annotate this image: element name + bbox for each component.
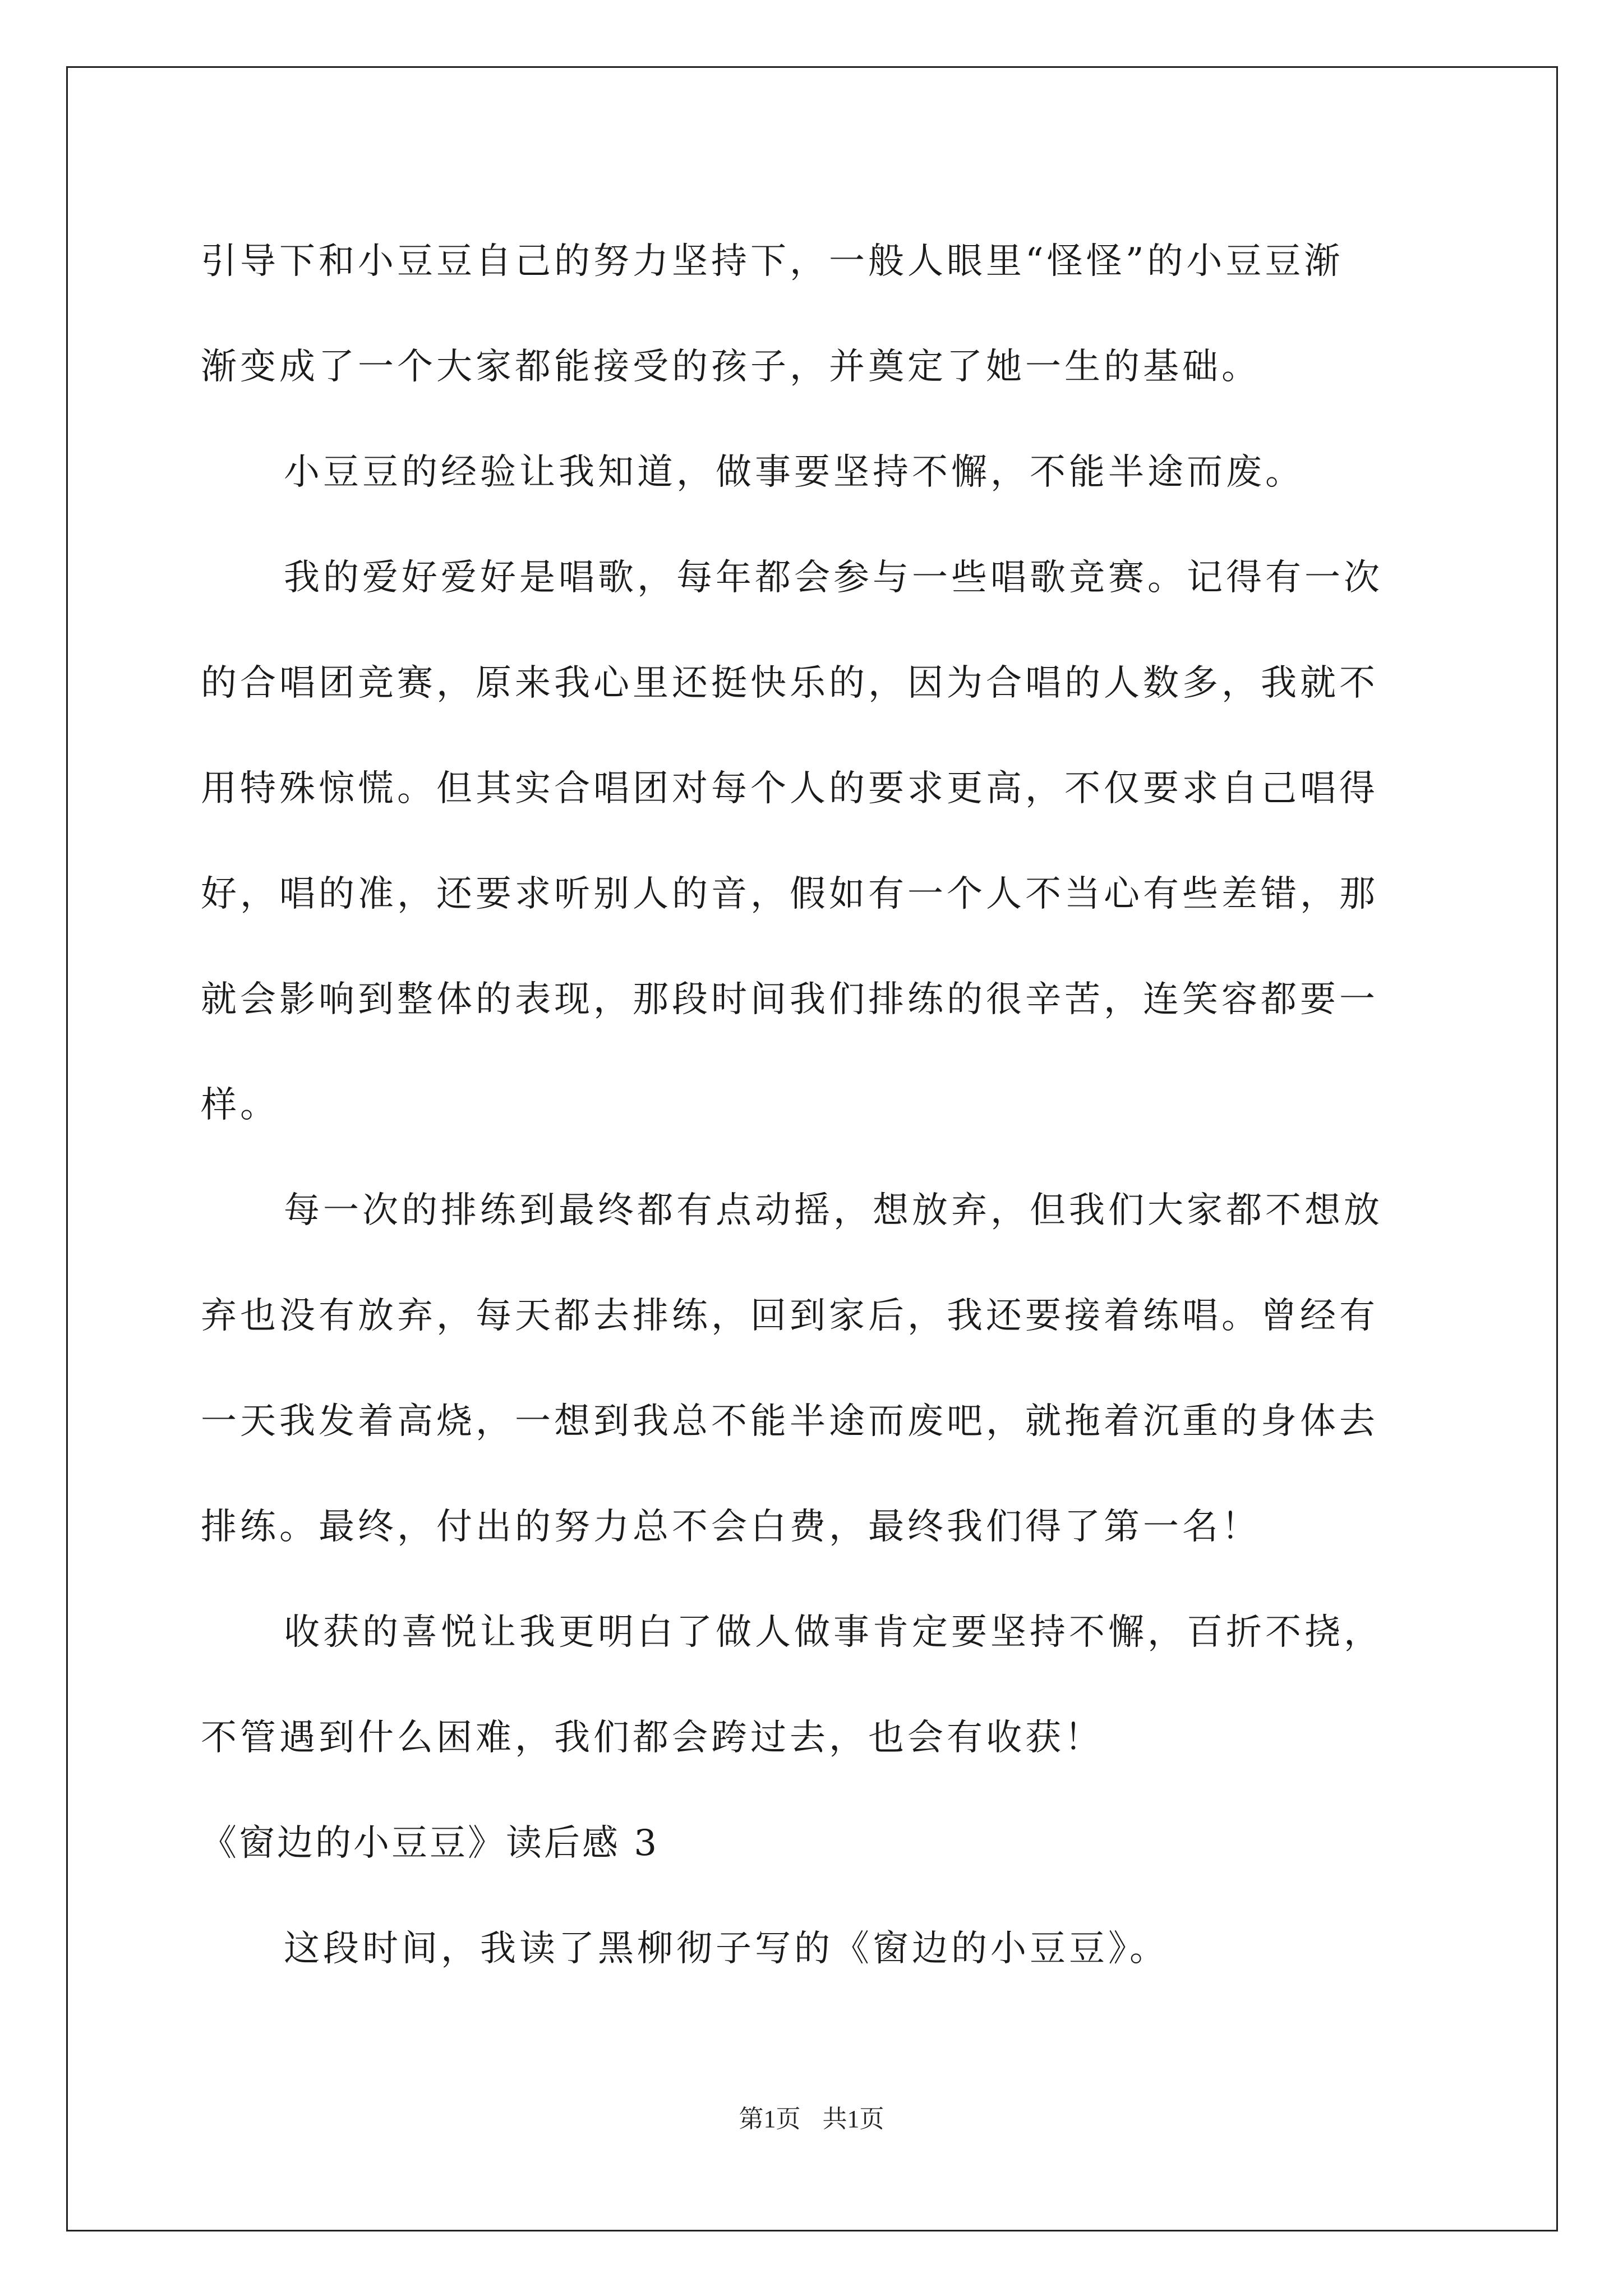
body-line: 一天我发着高烧，一想到我总不能半途而废吧，就拖着沉重的身体去	[201, 1401, 1378, 1442]
paragraph-start: 收获的喜悦让我更明白了做人做事肯定要坚持不懈，百折不挠，	[284, 1612, 1383, 1653]
body-line: 用特殊惊慌。但其实合唱团对每个人的要求更高，不仅要求自己唱得	[201, 768, 1378, 809]
body-line: 好，唱的准，还要求听别人的音，假如有一个人不当心有些差错，那	[201, 873, 1378, 915]
paragraph-start: 我的爱好爱好是唱歌，每年都会参与一些唱歌竞赛。记得有一次	[284, 557, 1383, 599]
paragraph-start: 每一次的排练到最终都有点动摇，想放弃，但我们大家都不想放	[284, 1190, 1383, 1231]
page-total: 共1页	[822, 2105, 884, 2133]
section-heading: 《窗边的小豆豆》读后感 3	[201, 1823, 660, 1864]
body-line: 排练。最终，付出的努力总不会白费，最终我们得了第一名！	[201, 1506, 1261, 1548]
document-body	[201, 209, 1427, 2001]
body-line: 就会影响到整体的表现，那段时间我们排练的很辛苦，连笑容都要一	[201, 979, 1378, 1020]
body-line: 样。	[201, 1084, 279, 1126]
paragraph-start: 这段时间，我读了黑柳彻子写的《窗边的小豆豆》。	[284, 1928, 1169, 1970]
paragraph-start: 小豆豆的经验让我知道，做事要坚持不懈，不能半途而废。	[284, 452, 1304, 493]
body-line: 不管遇到什么困难，我们都会跨过去，也会有收获！	[201, 1717, 1104, 1759]
body-line: 引导下和小豆豆自己的努力坚持下，一般人眼里“怪怪”的小豆豆渐	[201, 241, 1344, 282]
page-footer	[0, 2102, 1623, 2136]
body-line: 的合唱团竞赛，原来我心里还挺快乐的，因为合唱的人数多，我就不	[201, 662, 1378, 704]
body-line: 渐变成了一个大家都能接受的孩子，并奠定了她一生的基础。	[201, 346, 1261, 388]
page-number: 第1页	[739, 2105, 801, 2133]
body-line: 弃也没有放弃，每天都去排练，回到家后，我还要接着练唱。曾经有	[201, 1295, 1378, 1337]
